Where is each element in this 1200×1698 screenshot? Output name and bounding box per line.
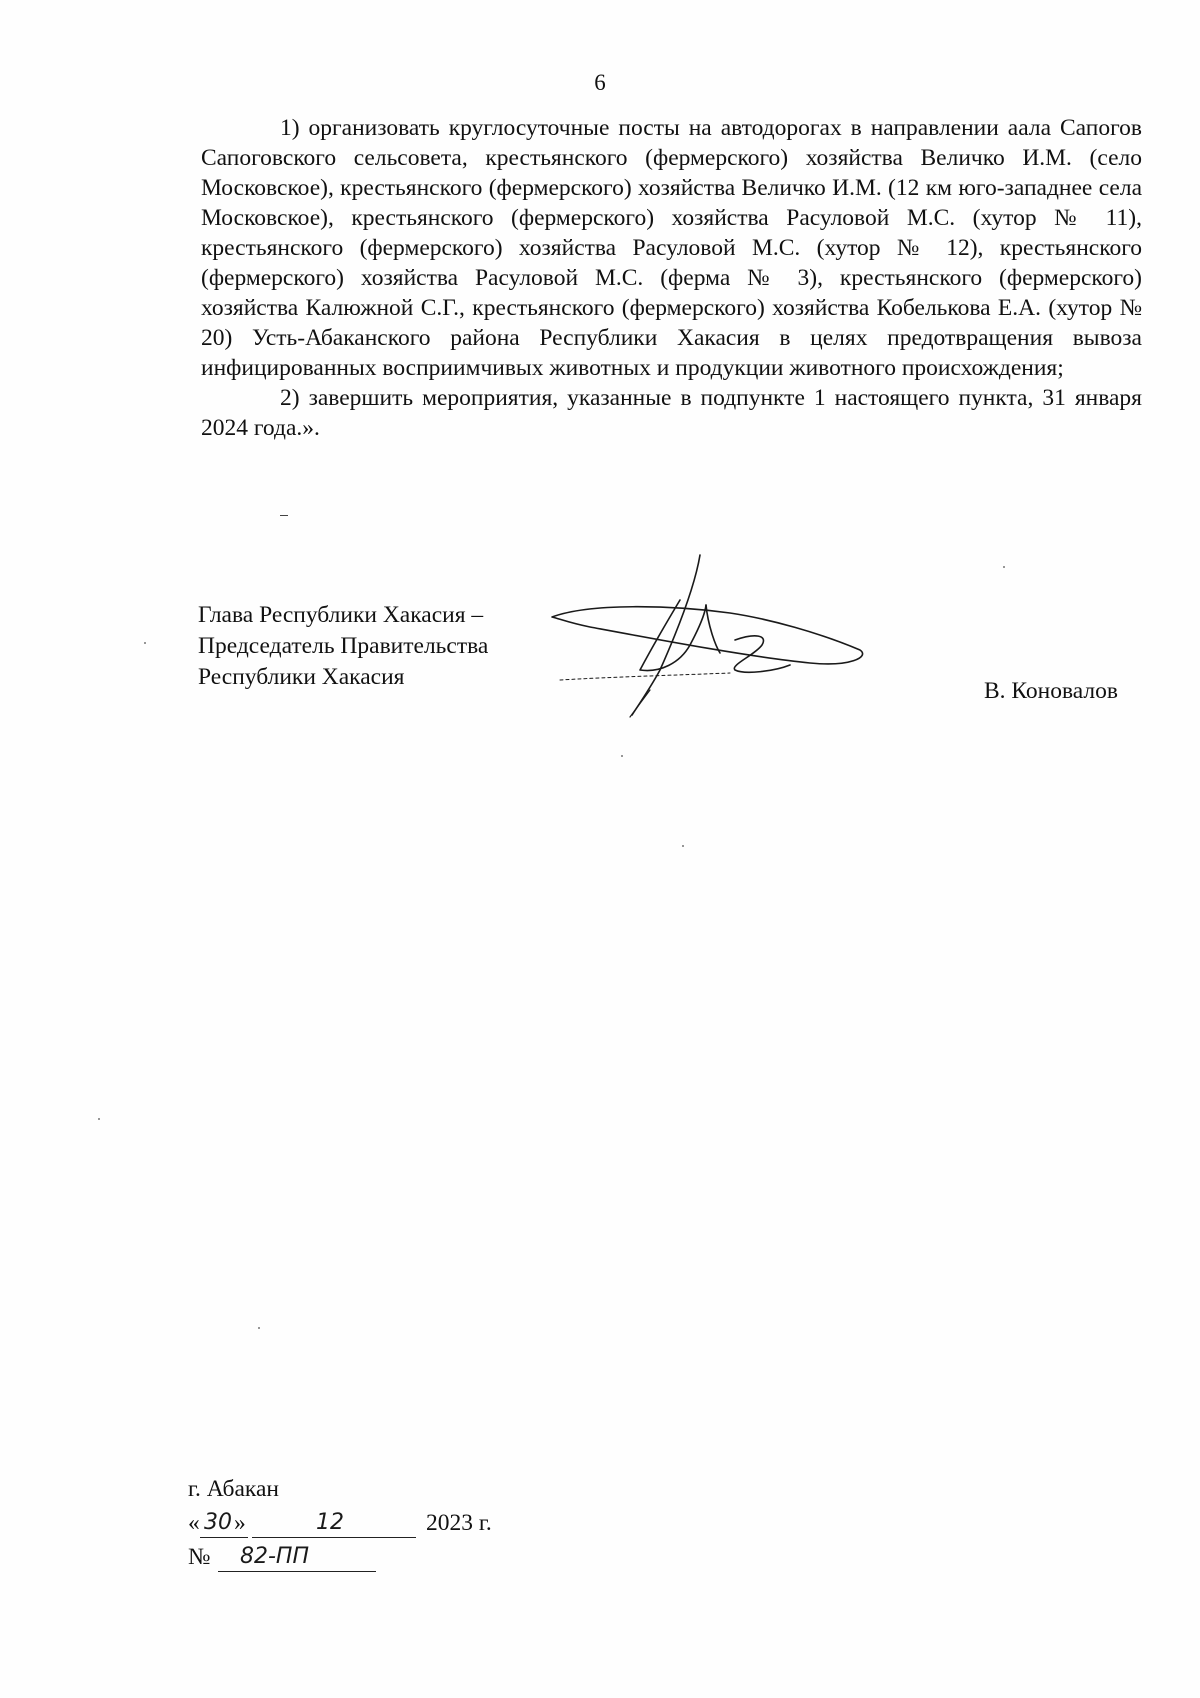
- scan-speck: [144, 642, 146, 644]
- handwritten-signature: [530, 545, 890, 725]
- page-number: 6: [594, 70, 606, 95]
- document-number-underline: [218, 1571, 376, 1572]
- scan-speck: [258, 1327, 260, 1329]
- scan-mark: [280, 515, 288, 516]
- scan-speck: [1003, 566, 1005, 568]
- scan-speck: [98, 1118, 100, 1120]
- paragraph-item-1: 1) организовать круглосуточные посты на автодорогах в направлении аала Сапогов Сапоговского сельсовета, крестьянского (фермерского) хозяйства Величко И.М. (село Московское), крестьянского (фермерского) хозяйства Величко И.М. (12 км юго-западнее села Московское), крестьянского (фермерского) хозяйства Расуловой М.С. (хутор № 11), крестьянского (фермерского) хозяйства Расуловой М.С. (хутор № 12), крестьянского (фермерского) хозяйства Расуловой М.С. (ферма № 3), крестьянского (фермерского) хозяйства Калюжной С.Г., крестьянского (фермерского) хозяйства Кобелькова Е.А. (хутор № 20) Усть-Абаканского района Республики Хакасия в целях предотвращения вывоза инфицированных восприимчивых животных и продукции животного происхождения;: [201, 115, 1142, 381]
- date-day-underline: [200, 1537, 248, 1538]
- footer-date-line: [188, 1506, 508, 1540]
- scan-speck: [621, 755, 623, 757]
- signatory-title-line-2: Председатель Правительства: [198, 633, 489, 659]
- city-label: г. Абакан: [188, 1476, 279, 1502]
- document-footer: [188, 1472, 508, 1574]
- paragraph-item-2: 2) завершить мероприятия, указанные в подпункте 1 настоящего пункта, 31 января 2024 года.».: [201, 385, 1142, 441]
- signatory-title: [198, 600, 488, 693]
- date-month-underline: [252, 1537, 416, 1538]
- document-number: 82-ПП: [240, 1544, 310, 1569]
- number-sign: №: [188, 1544, 211, 1570]
- footer-number-line: [188, 1540, 408, 1574]
- date-day: 30: [204, 1510, 232, 1535]
- date-close-quote: »: [234, 1510, 246, 1536]
- date-open-quote: «: [188, 1510, 200, 1536]
- document-body: [201, 113, 1142, 443]
- date-year: 2023 г.: [426, 1510, 492, 1536]
- scan-speck: [682, 845, 684, 847]
- date-month: 12: [316, 1510, 344, 1535]
- signatory-title-line-1: Глава Республики Хакасия –: [198, 602, 484, 628]
- signatory-name: В. Коновалов: [984, 678, 1119, 704]
- footer-city-line: [188, 1472, 508, 1506]
- signatory-title-line-3: Республики Хакасия: [198, 664, 405, 690]
